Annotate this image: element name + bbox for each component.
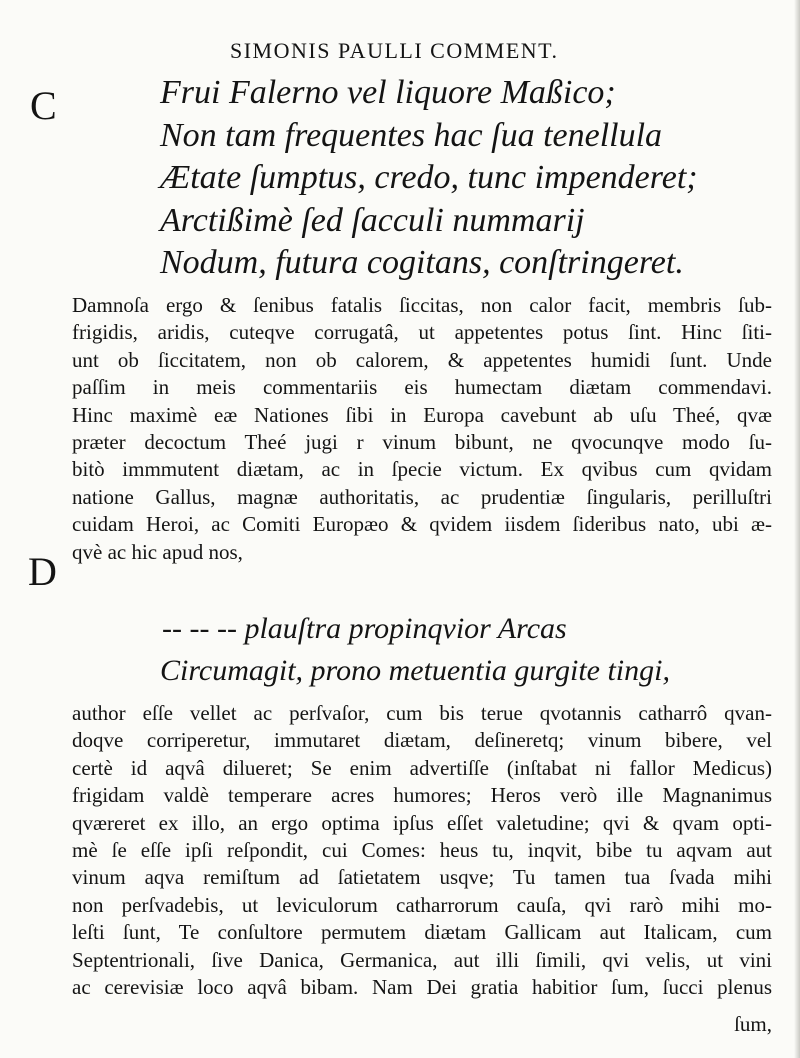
prose-line: vinum aqva remiſtum ad ſatietatem usqve; Tu tamen tua ſvada mihi — [72, 865, 772, 890]
prose-line: doqve corriperetur, immutaret diætam, deſineretq; vinum bibere, vel — [72, 728, 772, 753]
prose-line: præter decoctum Theé jugi r vinum bibunt, ne qvocunqve modo ſu- — [72, 430, 772, 455]
catchword: ſum, — [734, 1012, 772, 1036]
prose-line: ac cerevisiæ loco aqvâ bibam. Nam Dei gratia habitior ſum, ſucci plenus — [72, 975, 772, 1000]
prose-line: qværeret ex illo, an ergo optima ipſus eſſet valetudine; qvi & qvam opti- — [72, 810, 772, 835]
prose-line: bitò immmutent diætam, ac in ſpecie victum. Ex qvibus cum qvidam — [72, 457, 772, 482]
prose-line: Damnoſa ergo & ſenibus fatalis ſiccitas, non calor facit, membris ſub- — [72, 293, 772, 317]
verse-line: Frui Falerno vel liquore Maßico; — [160, 74, 616, 111]
prose-line: frigidis, aridis, cuteqve corrugatâ, ut appetentes potus ſint. Hinc ſiti- — [72, 320, 772, 345]
prose-line: cuidam Heroi, ac Comiti Europæo & qvidem iisdem ſideribus nato, ubi æ- — [72, 512, 772, 537]
prose-line: non perſvadebis, ut leviculorum catharrorum cauſa, qvi rarò mihi mo- — [72, 892, 772, 917]
prose-line: unt ob ſiccitatem, non ob calorem, & appetentes humidi ſunt. Unde — [72, 347, 772, 372]
verse-block-1 — [160, 72, 698, 285]
prose-paragraph-2 — [72, 700, 772, 1001]
prose-line: paſſim in meis commentariis eis humectam diætam commendavi. — [72, 375, 772, 400]
page-edge-shadow — [794, 0, 800, 1058]
prose-paragraph-1 — [72, 292, 772, 566]
prose-line: natione Gallus, magnæ authoritatis, ac prudentiæ ſingularis, perilluſtri — [72, 484, 772, 509]
prose-line: Hinc maximè eæ Nationes ſibi in Europa cavebunt ab uſu Theé, qvæ — [72, 402, 772, 427]
verse-line: Arctißimè ſed ſacculi nummarij — [160, 201, 585, 239]
prose-line: Septentrionali, ſive Danica, Germanica, aut illi ſimili, qvi velis, ut vini — [72, 947, 772, 972]
verse-line: Non tam frequentes hac ſua tenellula — [160, 116, 663, 154]
verse-line: Nodum, futura cogitans, conſtringeret. — [160, 244, 684, 281]
verse-block-2 — [160, 608, 670, 692]
prose-line: qvè ac hic apud nos, — [72, 539, 243, 564]
prose-line: frigidam valdè temperare acres humores; Heros verò ille Magnanimus — [72, 783, 772, 808]
running-header: SIMONIS PAULLI COMMENT. — [230, 38, 559, 63]
margin-letter-c: C — [30, 83, 57, 128]
prose-line: leſti ſunt, Te conſultore permutem diætam Gallicam aut Italicam, cum — [72, 920, 772, 945]
verse-line: Ætate ſumptus, credo, tunc impenderet; — [160, 159, 698, 196]
prose-line: mè ſe eſſe ipſi reſpondit, cui Comes: heus tu, inqvit, bibe tu aqvam aut — [72, 838, 772, 863]
prose-line: certè id aqvâ dilueret; Se enim advertiſſe (inſtabat ni fallor Medicus) — [72, 755, 772, 780]
verse-line: -- -- -- plauſtra propinqvior Arcas — [162, 612, 567, 645]
margin-letter-d: D — [28, 549, 57, 594]
verse-line: Circumagit, prono metuentia gurgite tingi, — [160, 654, 670, 687]
prose-line: author eſſe vellet ac perſvaſor, cum bis terue qvotannis catharrô qvan- — [72, 701, 772, 725]
